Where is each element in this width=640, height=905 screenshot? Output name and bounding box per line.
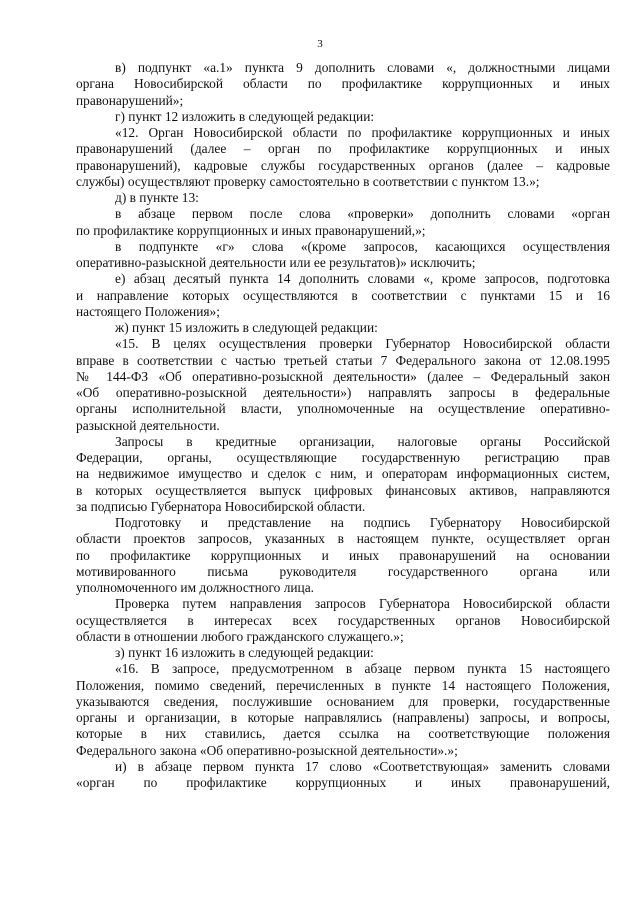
- paragraph: [76, 515, 610, 596]
- text-line: органы исполнительной власти, уполномоченные на осуществление оперативно-: [76, 401, 610, 417]
- text-line: правонарушений»;: [76, 92, 184, 108]
- paragraph: [76, 336, 610, 434]
- text-line: е) абзац десятый пункта 14 дополнить словами «, кроме запросов, подготовка: [115, 271, 610, 287]
- paragraph: [76, 239, 610, 272]
- text-line: органы и организации, в которые направлялись (направлены) запросы, и вопросы,: [76, 710, 610, 725]
- text-line: и) в абзаце первом пункта 17 слово «Соответствующая» заменить словами: [115, 758, 610, 774]
- page-number: 3: [317, 38, 323, 50]
- text-line: г) пункт 12 изложить в следующей редакции:: [115, 108, 375, 124]
- text-line: в подпункте «г» слова «(кроме запросов, касающихся осуществления: [115, 238, 610, 254]
- text-line: ж) пункт 15 изложить в следующей редакции:: [115, 320, 378, 335]
- paragraph: [76, 206, 610, 239]
- paragraph: [76, 320, 610, 336]
- text-line: по профилактике коррупционных и иных правонарушений,»;: [76, 222, 426, 238]
- text-line: Запросы в кредитные организации, налоговые органы Российской: [115, 433, 610, 449]
- paragraph: [76, 109, 610, 125]
- text-line: мотивированного письма руководителя государственного органа или: [76, 563, 610, 579]
- text-line: области в отношении любого гражданского служащего.»;: [76, 628, 404, 644]
- text-line: д) в пункте 13:: [115, 190, 199, 205]
- text-line: з) пункт 16 изложить в следующей редакции:: [115, 645, 374, 660]
- paragraph: [76, 645, 610, 661]
- text-line: в абзаце первом после слова «проверки» дополнить словами «орган: [115, 206, 610, 222]
- text-line: и направление которых осуществляются в соответствии с пунктами 15 и 16: [76, 287, 610, 303]
- text-line: «орган по профилактике коррупционных и иных правонарушений,: [76, 775, 610, 790]
- text-line: Подготовку и представление на подпись Губернатору Новосибирской: [115, 515, 610, 530]
- text-line: оперативно-разыскной деятельности или ее результатов)» исключить;: [76, 255, 476, 270]
- text-line: в которых осуществляется выпуск цифровых финансовых активов, направляются: [76, 482, 610, 498]
- text-line: осуществляется в интересах всех государственных органов Новосибирской: [76, 612, 610, 628]
- paragraph: [76, 125, 610, 190]
- text-line: за подписью Губернатора Новосибирской области.: [76, 498, 366, 514]
- text-line: разыскной деятельности.: [76, 417, 220, 433]
- text-line: по профилактике коррупционных и иных правонарушений на основании: [76, 547, 610, 563]
- text-line: «16. В запросе, предусмотренном в абзаце первом пункта 15 настоящего: [115, 661, 610, 677]
- text-line: правонарушений), кадровые службы государственных органов (далее – кадровые: [76, 157, 610, 173]
- text-line: Проверка путем направления запросов Губернатора Новосибирской области: [115, 596, 610, 612]
- paragraph: [76, 60, 610, 109]
- text-line: службы) осуществляют проверку самостоятельно в соответствии с пунктом 13.»;: [76, 173, 540, 189]
- text-line: Федерации, органы, осуществляющие государственную регистрацию прав: [76, 450, 610, 465]
- text-line: правонарушений (далее – орган по профилактике коррупционных и иных: [76, 141, 610, 157]
- paragraph: [76, 759, 610, 792]
- paragraph: [76, 596, 610, 645]
- text-line: «12. Орган Новосибирской области по профилактике коррупционных и иных: [115, 125, 610, 140]
- paragraph: [76, 271, 610, 320]
- paragraph: [76, 434, 610, 515]
- paragraph: [76, 661, 610, 759]
- text-line: «15. В целях осуществления проверки Губернатор Новосибирской области: [115, 336, 610, 352]
- text-line: № 144-ФЗ «Об оперативно-розыскной деятельности» (далее – Федеральный закон: [76, 368, 610, 384]
- text-line: которые в них ставились, дается ссылка на соответствующие положения: [76, 726, 610, 742]
- paragraph: [76, 190, 610, 206]
- document-body: [76, 60, 610, 791]
- text-line: Федерального закона «Об оперативно-розыскной деятельности».»;: [76, 742, 458, 758]
- text-line: указываются сведения, послужившие основанием для проверки, государственные: [76, 693, 610, 709]
- text-line: на недвижимое имущество и сделок с ним, и операторам информационных систем,: [76, 466, 610, 482]
- text-line: вправе в соответствии с частью третьей статьи 7 Федерального закона от 12.08.1995: [76, 352, 610, 368]
- text-line: органа Новосибирской области по профилактике коррупционных и иных: [76, 76, 610, 92]
- text-line: Положения, помимо сведений, перечисленных в пункте 14 настоящего Положения,: [76, 677, 610, 693]
- text-line: «Об оперативно-розыскной деятельности») направлять запросы в федеральные: [76, 385, 610, 400]
- text-line: в) подпункт «а.1» пункта 9 дополнить словами «, должностными лицами: [115, 60, 610, 75]
- text-line: уполномоченного им должностного лица.: [76, 580, 315, 595]
- text-line: области проектов запросов, указанных в настоящем пункте, осуществляет орган: [76, 531, 610, 547]
- text-line: настоящего Положения»;: [76, 303, 220, 319]
